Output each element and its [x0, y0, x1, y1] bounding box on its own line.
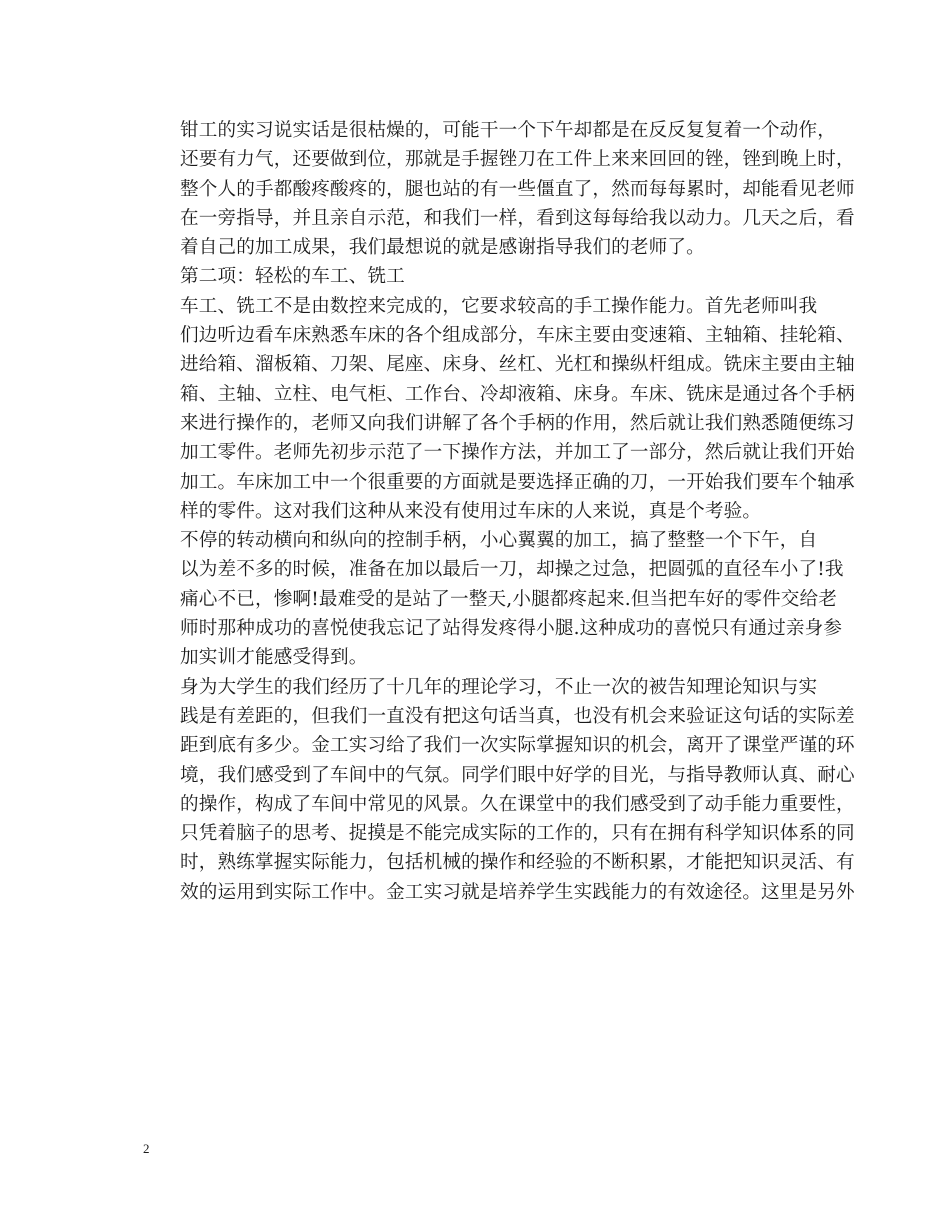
text-line: 只凭着脑子的思考、捉摸是不能完成实际的工作的，只有在拥有科学知识体系的同	[180, 823, 855, 845]
text-line: 身为大学生的我们经历了十几年的理论学习，不止一次的被告知理论知识与实	[180, 676, 818, 698]
text-line: 境，我们感受到了车间中的气氛。同学们眼中好学的目光，与指导教师认真、耐心	[180, 764, 855, 786]
text-line: 箱、主轴、立柱、电气柜、工作台、冷却液箱、床身。车床、铣床是通过各个手柄	[180, 383, 855, 405]
text-line: 师时那种成功的喜悦使我忘记了站得发疼得小腿.这种成功的喜悦只有通过亲身参	[180, 618, 843, 640]
paragraph	[143, 673, 855, 907]
text-line: 痛心不已，惨啊!最难受的是站了一整天,小腿都疼起来.但当把车好的零件交给老	[180, 588, 838, 610]
paragraph	[143, 292, 855, 526]
text-line: 加工零件。老师先初步示范了一下操作方法，并加工了一部分，然后就让我们开始	[180, 442, 855, 464]
text-line: 整个人的手都酸疼酸疼的，腿也站的有一些僵直了，然而每每累时，却能看见老师	[180, 178, 855, 200]
text-line: 距到底有多少。金工实习给了我们一次实际掌握知识的机会，离开了课堂严谨的环	[180, 735, 855, 757]
text-line: 的操作，构成了车间中常见的风景。久在课堂中的我们感受到了动手能力重要性，	[180, 793, 855, 815]
body-text	[143, 116, 855, 907]
text-line: 钳工的实习说实话是很枯燥的，可能干一个下午却都是在反反复复着一个动作，	[180, 120, 837, 141]
text-line: 进给箱、溜板箱、刀架、尾座、床身、丝杠、光杠和操纵杆组成。铣床主要由主轴	[180, 354, 855, 376]
text-line: 以为差不多的时候，准备在加以最后一刀，却操之过急，把圆弧的直径车小了!我	[180, 559, 844, 581]
text-line: 着自己的加工成果，我们最想说的就是感谢指导我们的老师了。	[180, 237, 705, 259]
text-line: 不停的转动横向和纵向的控制手柄，小心翼翼的加工，搞了整整一个下午，自	[180, 530, 818, 552]
text-line: 还要有力气，还要做到位，那就是手握锉刀在工件上来来回回的锉，锉到晚上时，	[180, 149, 855, 171]
text-line: 加工。车床加工中一个很重要的方面就是要选择正确的刀，一开始我们要车个轴承	[180, 471, 855, 493]
text-line: 第二项：轻松的车工、铣工	[180, 266, 405, 288]
text-line: 加实训才能感受得到。	[180, 647, 368, 669]
text-line: 践是有差距的，但我们一直没有把这句话当真，也没有机会来验证这句话的实际差	[180, 705, 855, 727]
section-heading	[143, 262, 813, 291]
text-line: 时，熟练掌握实际能力，包括机械的操作和经验的不断积累，才能把知识灵活、有	[180, 852, 855, 874]
paragraph	[143, 116, 855, 262]
text-line: 车工、铣工不是由数控来完成的，它要求较高的手工操作能力。首先老师叫我	[180, 295, 818, 317]
page-number: 2	[143, 1141, 150, 1156]
paragraph	[143, 526, 844, 672]
text-line: 样的零件。这对我们这种从来没有使用过车床的人来说，真是个考验。	[180, 500, 762, 522]
text-line: 效的运用到实际工作中。金工实习就是培养学生实践能力的有效途径。这里是另外	[180, 881, 855, 903]
text-line: 来进行操作的，老师又向我们讲解了各个手柄的作用，然后就让我们熟悉随便练习	[180, 412, 855, 434]
text-line: 们边听边看车床熟悉车床的各个组成部分，车床主要由变速箱、主轴箱、挂轮箱、	[180, 325, 855, 347]
text-line: 在一旁指导，并且亲自示范，和我们一样，看到这每每给我以动力。几天之后，看	[180, 207, 855, 229]
